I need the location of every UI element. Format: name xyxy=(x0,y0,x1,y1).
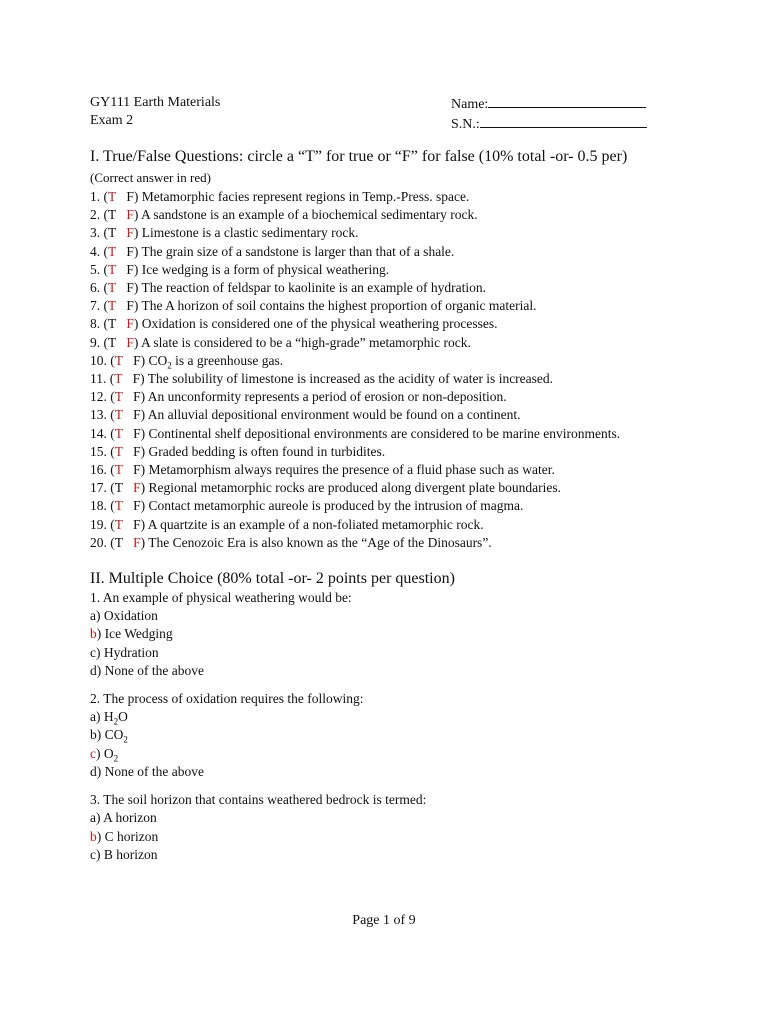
tf-text: Limestone is a clastic sedimentary rock. xyxy=(141,225,359,241)
mc1-option-b: b) Ice Wedging xyxy=(90,626,173,642)
tf-question: 13. (T F) An alluvial depositional environment would be found on a continent. xyxy=(90,407,521,423)
mc1-a-text: Oxidation xyxy=(103,608,158,624)
tf-text: Continental shelf depositional environments are considered to be marine environments. xyxy=(148,425,621,441)
tf-number: 5. xyxy=(90,261,101,277)
tf-option-f: F xyxy=(133,516,141,532)
mc3-option-a: a) A horizon xyxy=(90,810,157,826)
tf-question: 4. (T F) The grain size of a sandstone is larger than that of a shale. xyxy=(90,243,455,259)
tf-option-f: F xyxy=(133,389,141,405)
tf-text: Metamorphic facies represent regions in Temp.-Press. space. xyxy=(141,189,470,204)
tf-text: Oxidation is considered one of the physical weathering processes. xyxy=(141,316,498,332)
tf-option-f: F xyxy=(133,480,141,496)
mc3-b-text: C horizon xyxy=(104,828,159,844)
mc2-stem: 2. The process of oxidation requires the following: xyxy=(90,691,364,707)
tf-text: The Cenozoic Era is also known as the “Age of the Dinosaurs”. xyxy=(148,534,492,550)
tf-option-f: F xyxy=(126,189,134,204)
tf-number: 16. xyxy=(90,462,107,478)
tf-option-f: F xyxy=(126,298,134,314)
tf-number: 8. xyxy=(90,316,101,332)
mc2-a-pre: H xyxy=(103,709,114,725)
tf-number: 6. xyxy=(90,280,101,296)
mc3-option-c: c) B horizon xyxy=(90,846,158,862)
mc1-option-d: d) None of the above xyxy=(90,662,204,678)
mc1-c-text: Hydration xyxy=(103,644,159,660)
tf-option-f: F xyxy=(126,334,134,350)
tf-number: 2. xyxy=(90,207,101,223)
tf-option-f: F xyxy=(133,534,141,550)
tf-number: 9. xyxy=(90,334,101,350)
tf-option-f: F xyxy=(126,316,134,332)
tf-option-t: T xyxy=(108,189,117,204)
tf-text: The grain size of a sandstone is larger than that of a shale. xyxy=(141,243,455,259)
tf-question: 10. (T F) $CO_2$ is a greenhouse gas. xyxy=(90,352,284,371)
mc3-b-letter: b xyxy=(90,828,97,844)
true-false-list xyxy=(90,188,630,552)
mc1-d-text: None of the above xyxy=(104,662,204,678)
tf-text: A quartzite is an example of a non-foliated metamorphic rock. xyxy=(147,516,484,532)
tf-number: 7. xyxy=(90,298,101,314)
mc3-stem: 3. The soil horizon that contains weathered bedrock is termed: xyxy=(90,792,427,808)
mc2-c-pre: O xyxy=(103,745,114,761)
mc2-c-letter: c xyxy=(90,745,96,761)
tf-option-t: T xyxy=(114,407,123,423)
tf-number: 20. xyxy=(90,534,107,550)
tf-option-f: F xyxy=(126,261,134,277)
mc3-a-text: A horizon xyxy=(103,810,157,826)
section2-title: II. Multiple Choice (80% total -or- 2 points per question) xyxy=(90,570,455,588)
tf-question: 8. (T F) Oxidation is considered one of the physical weathering processes. xyxy=(90,316,498,332)
tf-option-t: T xyxy=(108,316,117,332)
mc1-option-c: c) Hydration xyxy=(90,644,159,660)
tf-question: 5. (T F) Ice wedging is a form of physical weathering. xyxy=(90,261,390,277)
tf-question: 9. (T F) A slate is considered to be a “high-grade” metamorphic rock. xyxy=(90,334,471,350)
mc1-b-text: Ice Wedging xyxy=(104,626,173,642)
tf-option-f: F xyxy=(126,225,134,241)
tf-option-f: F xyxy=(133,443,141,459)
tf-text-pre: CO xyxy=(148,352,168,368)
tf-text: A slate is considered to be a “high-grade” metamorphic rock. xyxy=(141,334,471,350)
tf-option-t: T xyxy=(114,534,123,550)
tf-question: 3. (T F) Limestone is a clastic sedimentary rock. xyxy=(90,225,359,241)
name-blank xyxy=(488,94,646,108)
tf-option-f: F xyxy=(133,352,141,368)
sn-label: S.N.: xyxy=(451,117,480,132)
tf-number: 14. xyxy=(90,425,107,441)
tf-text: Metamorphism always requires the presence of a fluid phase such as water. xyxy=(148,462,555,478)
tf-option-f: F xyxy=(126,280,134,296)
mc2-b-pre: CO xyxy=(104,727,124,743)
tf-number: 4. xyxy=(90,243,101,259)
tf-text: Contact metamorphic aureole is produced by the intrusion of magma. xyxy=(148,498,524,514)
tf-number: 11. xyxy=(90,371,107,387)
tf-number: 13. xyxy=(90,407,107,423)
tf-option-t: T xyxy=(108,225,117,241)
tf-question: 7. (T F) The A horizon of soil contains the highest proportion of organic material. xyxy=(90,298,537,314)
tf-question: 18. (T F) Contact metamorphic aureole is produced by the intrusion of magma. xyxy=(90,498,524,514)
section1-title xyxy=(90,146,630,188)
mc2-option-a: a) $H_2O$ xyxy=(90,709,128,727)
mc2-option-c: c) $O_2$ xyxy=(90,745,119,764)
sn-blank xyxy=(480,114,647,128)
tf-number: 12. xyxy=(90,389,107,405)
name-line xyxy=(451,94,647,114)
tf-option-t: T xyxy=(114,516,123,532)
mc1-stem: 1. An example of physical weathering would be: xyxy=(90,590,352,606)
tf-number: 10. xyxy=(90,352,107,368)
tf-option-t: T xyxy=(108,261,117,277)
page-number: Page 1 of 9 xyxy=(352,913,416,928)
tf-option-t: T xyxy=(108,243,117,259)
mc-question-1 xyxy=(90,589,630,680)
name-label: Name: xyxy=(451,97,489,112)
sn-line xyxy=(451,114,647,134)
tf-option-t: T xyxy=(108,298,117,314)
tf-option-f: F xyxy=(133,407,141,423)
tf-option-f: F xyxy=(126,207,134,223)
mc2-d-text: None of the above xyxy=(104,763,204,779)
mc2-a-post: O xyxy=(118,709,128,725)
tf-option-f: F xyxy=(132,371,141,387)
tf-number: 19. xyxy=(90,516,107,532)
tf-number: 3. xyxy=(90,225,101,241)
tf-option-t: T xyxy=(114,389,123,405)
tf-option-t: T xyxy=(108,334,117,350)
tf-question: 11. (T F) The solubility of limestone is increased as the acidity of water is increased. xyxy=(90,371,554,387)
mc3-c-text: B horizon xyxy=(103,846,158,862)
tf-text-sub: 2 xyxy=(167,360,172,371)
exam-title: Exam 2 xyxy=(90,113,134,128)
mc2-option-b: b) $CO_2$ xyxy=(90,727,128,746)
tf-number: 18. xyxy=(90,498,107,514)
course-title: GY111 Earth Materials xyxy=(90,95,221,110)
mc-question-3 xyxy=(90,791,630,864)
mc2-option-d: d) None of the above xyxy=(90,763,204,779)
tf-option-t: T xyxy=(114,443,123,459)
header-left xyxy=(90,94,220,130)
tf-question: 6. (T F) The reaction of feldspar to kaolinite is an example of hydration. xyxy=(90,280,487,296)
mc2-a-sub: 2 xyxy=(113,716,119,727)
tf-option-t: T xyxy=(114,352,123,368)
tf-number: 17. xyxy=(90,480,107,496)
tf-option-t: T xyxy=(114,498,123,514)
mc1-b-letter: b xyxy=(90,626,97,642)
tf-question: 17. (T F) Regional metamorphic rocks are produced along divergent plate boundaries. xyxy=(90,480,562,496)
tf-option-t: T xyxy=(114,371,123,387)
tf-text: The reaction of feldspar to kaolinite is an example of hydration. xyxy=(141,280,487,296)
tf-text: A sandstone is an example of a biochemical sedimentary rock. xyxy=(141,207,478,223)
tf-question: 14. (T F) Continental shelf depositional environments are considered to be marine environments. xyxy=(90,425,621,441)
tf-text: The A horizon of soil contains the highest proportion of organic material. xyxy=(141,298,537,314)
tf-question: 2. (T F) A sandstone is an example of a biochemical sedimentary rock. xyxy=(90,207,478,223)
tf-option-t: T xyxy=(114,462,123,478)
mc1-option-a: a) Oxidation xyxy=(90,608,158,624)
tf-question: 1. (T F) Metamorphic facies represent regions in Temp.-Press. space. xyxy=(90,189,470,204)
tf-option-f: F xyxy=(133,425,141,441)
tf-text: Regional metamorphic rocks are produced along divergent plate boundaries. xyxy=(148,480,562,496)
tf-option-f: F xyxy=(126,243,134,259)
tf-question: 20. (T F) The Cenozoic Era is also known as the “Age of the Dinosaurs”. xyxy=(90,534,492,550)
mc3-option-b: b) C horizon xyxy=(90,828,159,844)
tf-text: Graded bedding is often found in turbidites. xyxy=(148,443,386,459)
tf-number: 1. xyxy=(90,189,101,204)
mc-question-2 xyxy=(90,690,630,781)
tf-question: 19. (T F) A quartzite is an example of a non-foliated metamorphic rock. xyxy=(90,516,484,532)
exam-content xyxy=(90,146,630,864)
mc2-c-sub: 2 xyxy=(113,753,119,764)
tf-text: Ice wedging is a form of physical weathering. xyxy=(141,261,390,277)
tf-option-t: T xyxy=(114,480,123,496)
tf-text: is a greenhouse gas. xyxy=(171,352,284,368)
tf-option-f: F xyxy=(133,498,141,514)
tf-option-t: T xyxy=(108,207,117,223)
tf-question: 16. (T F) Metamorphism always requires the presence of a fluid phase such as water. xyxy=(90,462,555,478)
tf-option-f: F xyxy=(133,462,141,478)
tf-option-t: T xyxy=(108,280,117,296)
tf-option-t: T xyxy=(114,425,123,441)
tf-text: An alluvial depositional environment would be found on a continent. xyxy=(147,407,521,423)
section1-note: (Correct answer in red) xyxy=(90,170,211,185)
section1-title-text: I. True/False Questions: circle a “T” for true or “F” for false (10% total -or- 0.5 per) xyxy=(90,148,628,165)
tf-text: An unconformity represents a period of erosion or non-deposition. xyxy=(147,389,507,405)
tf-question: 12. (T F) An unconformity represents a period of erosion or non-deposition. xyxy=(90,389,507,405)
header-right xyxy=(451,94,647,134)
tf-text: The solubility of limestone is increased as the acidity of water is increased. xyxy=(147,371,554,387)
mc2-b-sub: 2 xyxy=(123,735,128,746)
tf-question: 15. (T F) Graded bedding is often found in turbidites. xyxy=(90,443,386,459)
tf-number: 15. xyxy=(90,443,107,459)
